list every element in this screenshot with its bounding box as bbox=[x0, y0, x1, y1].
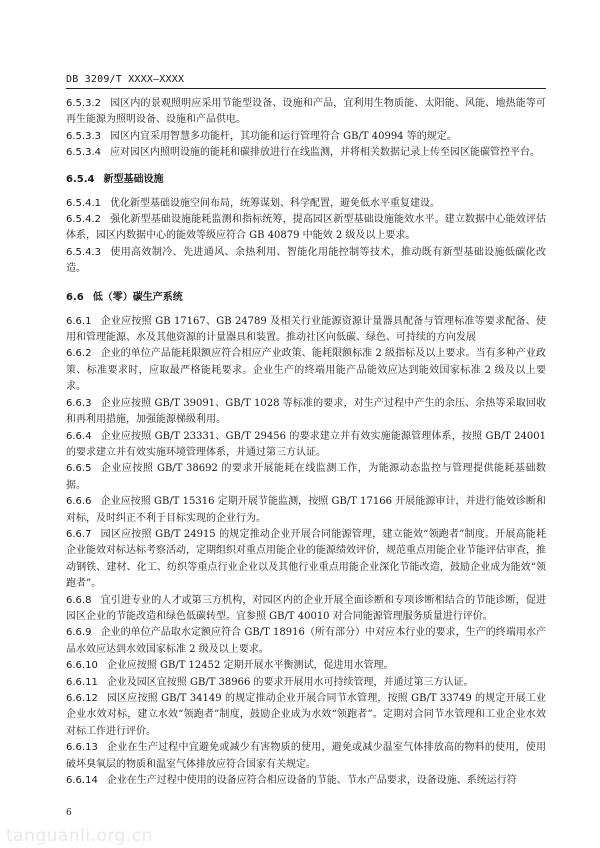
clause-6-6-2: 6.6.2 企业的单位产品能耗限额应符合相应产业政策、能耗限额标准 2 级指标及以上要求。当有多种产业政策、标准要求时，应取最严格能耗要求。企业生产的终端用能产品能效应达到能效国家标准 2 级及以上要求。 bbox=[66, 348, 546, 393]
page-number: 6 bbox=[66, 808, 72, 818]
clause-6-6-8: 6.6.8 宜引进专业的人才或第三方机构，对园区内的企业开展全面诊断和专项诊断相结合的节能诊断，促进园区企业的节能改造和绿色低碳转型。宜参照 GB/T 40010 对合同能源管理服务质量进行评价。 bbox=[66, 594, 546, 622]
clause-6-6-5: 6.6.5 企业应按照 GB/T 38692 的要求开展能耗在线监测工作，为能源动态监控与管理提供能耗基础数据。 bbox=[66, 463, 546, 491]
document-code: DB 3209/T XXXX—XXXX bbox=[66, 74, 185, 85]
document-body bbox=[66, 96, 546, 789]
clause-6-6-14: 6.6.14 企业在生产过程中使用的设备应符合相应设备的节能、节水产品要求，设备设施、系统运行符 bbox=[66, 775, 517, 787]
clause-6-6-11: 6.6.11 企业及园区宜按照 GB/T 38966 的要求开展用水可持续管理，并通过第三方认证。 bbox=[66, 676, 474, 688]
clause-6-6-1: 6.6.1 企业应按照 GB 17167、GB 24789 及相关行业能源资源计量器具配备与管理标准等要求配备、使用和管理能源、水及其他资源的计量器具和装置。推动社区向低碳、绿色、可持续的方向发展 bbox=[66, 315, 546, 344]
clause-6-6-10: 6.6.10 企业应按照 GB/T 12452 定期开展水平衡测试，促进用水管理。 bbox=[66, 660, 394, 672]
clause-6-6-3: 6.6.3 企业应按照 GB/T 39091、GB/T 1028 等标准的要求，对生产过程中产生的余压、余热等采取回收和再利用措施，加强能源梯级利用。 bbox=[66, 397, 546, 426]
clause-6-5-4-3: 6.5.4.3 使用高效制冷、先进通风、余热利用、智能化用能控制等技术，推动既有新型基础设施低碳化改造。 bbox=[66, 246, 546, 275]
clause-6-5-3-4: 6.5.3.4 应对园区内照明设施的能耗和碳排放进行在线监测，并将相关数据记录上传至园区能碳管控平台。 bbox=[66, 147, 540, 159]
section-heading-6-5-4: 6.5.4 新型基础设施 bbox=[66, 173, 164, 185]
clause-6-5-4-1: 6.5.4.1 优化新型基础设施空间布局，统筹谋划、科学配置，避免低水平重复建设。 bbox=[66, 197, 440, 209]
clause-6-6-12: 6.6.12 园区应按照 GB/T 34149 的规定推动企业开展合同节水管理，按照 GB/T 33749 的规定开展工业企业水效对标，建立水效“领跑者”制度，鼓励企业成为水效“领跑者”。定期对合同节水管理和工业企业水效对标工作进行评价。 bbox=[66, 693, 546, 737]
site-watermark: tanguanli.org.cn bbox=[6, 826, 153, 846]
clause-6-6-13: 6.6.13 企业在生产过程中宜避免或减少有害物质的使用，避免或减少温室气体排放高的物料的使用，使用破坏臭氧层的物质和温室气体排放应符合国家有关规定。 bbox=[66, 742, 546, 770]
section-heading-6-6: 6.6 低（零）碳生产系统 bbox=[66, 291, 183, 303]
clause-6-5-4-2: 6.5.4.2 强化新型基础设施能耗监测和指标统筹，提高园区新型基础设施能效水平。建立数据中心能效评估体系，园区内数据中心的能效等级应符合 GB 40879 中能效 2 级及以上要求。 bbox=[66, 214, 546, 242]
clause-6-5-3-3: 6.5.3.3 园区内宜采用智慧多功能杆，其功能和运行管理符合 GB/T 40994 等的规定。 bbox=[66, 130, 457, 142]
clause-6-6-4: 6.6.4 企业应按照 GB/T 23331、GB/T 29456 的要求建立并有效实施能源管理体系，按照 GB/T 24001 的要求建立并有效实施环境管理体系，并通过第三方认证。 bbox=[66, 430, 546, 458]
clause-6-6-9: 6.6.9 企业的单位产品取水定额应符合 GB/T 18916（所有部分）中对应本行业的要求，生产的终端用水产品水效应达到水效国家标准 2 级及以上要求。 bbox=[66, 627, 546, 655]
header-divider bbox=[66, 88, 546, 89]
clause-6-6-6: 6.6.6 企业应按照 GB/T 15316 定期开展节能监测，按照 GB/T 17166 开展能源审计，并进行能效诊断和对标，及时纠正不利于目标实现的企业行为。 bbox=[66, 496, 546, 524]
clause-6-6-7: 6.6.7 园区应按照 GB/T 24915 的规定推动企业开展合同能源管理，建立能效“领跑者”制度。开展高能耗企业能效对标达标考察活动，定期组织对重点用能企业的能源绩效评价，规范重点用能企业节能评估审查，推动钢铁、建材、化工、纺织等重点行业企业以及其他行业重点用能企业深化节能改造，鼓励企业成为能效“领跑者”。 bbox=[66, 528, 546, 590]
clause-6-5-3-2: 6.5.3.2 园区内的景观照明应采用节能型设备、设施和产品，宜利用生物质能、太阳能、风能、地热能等可再生能源为照明设备、设施和产品供电。 bbox=[66, 98, 546, 126]
